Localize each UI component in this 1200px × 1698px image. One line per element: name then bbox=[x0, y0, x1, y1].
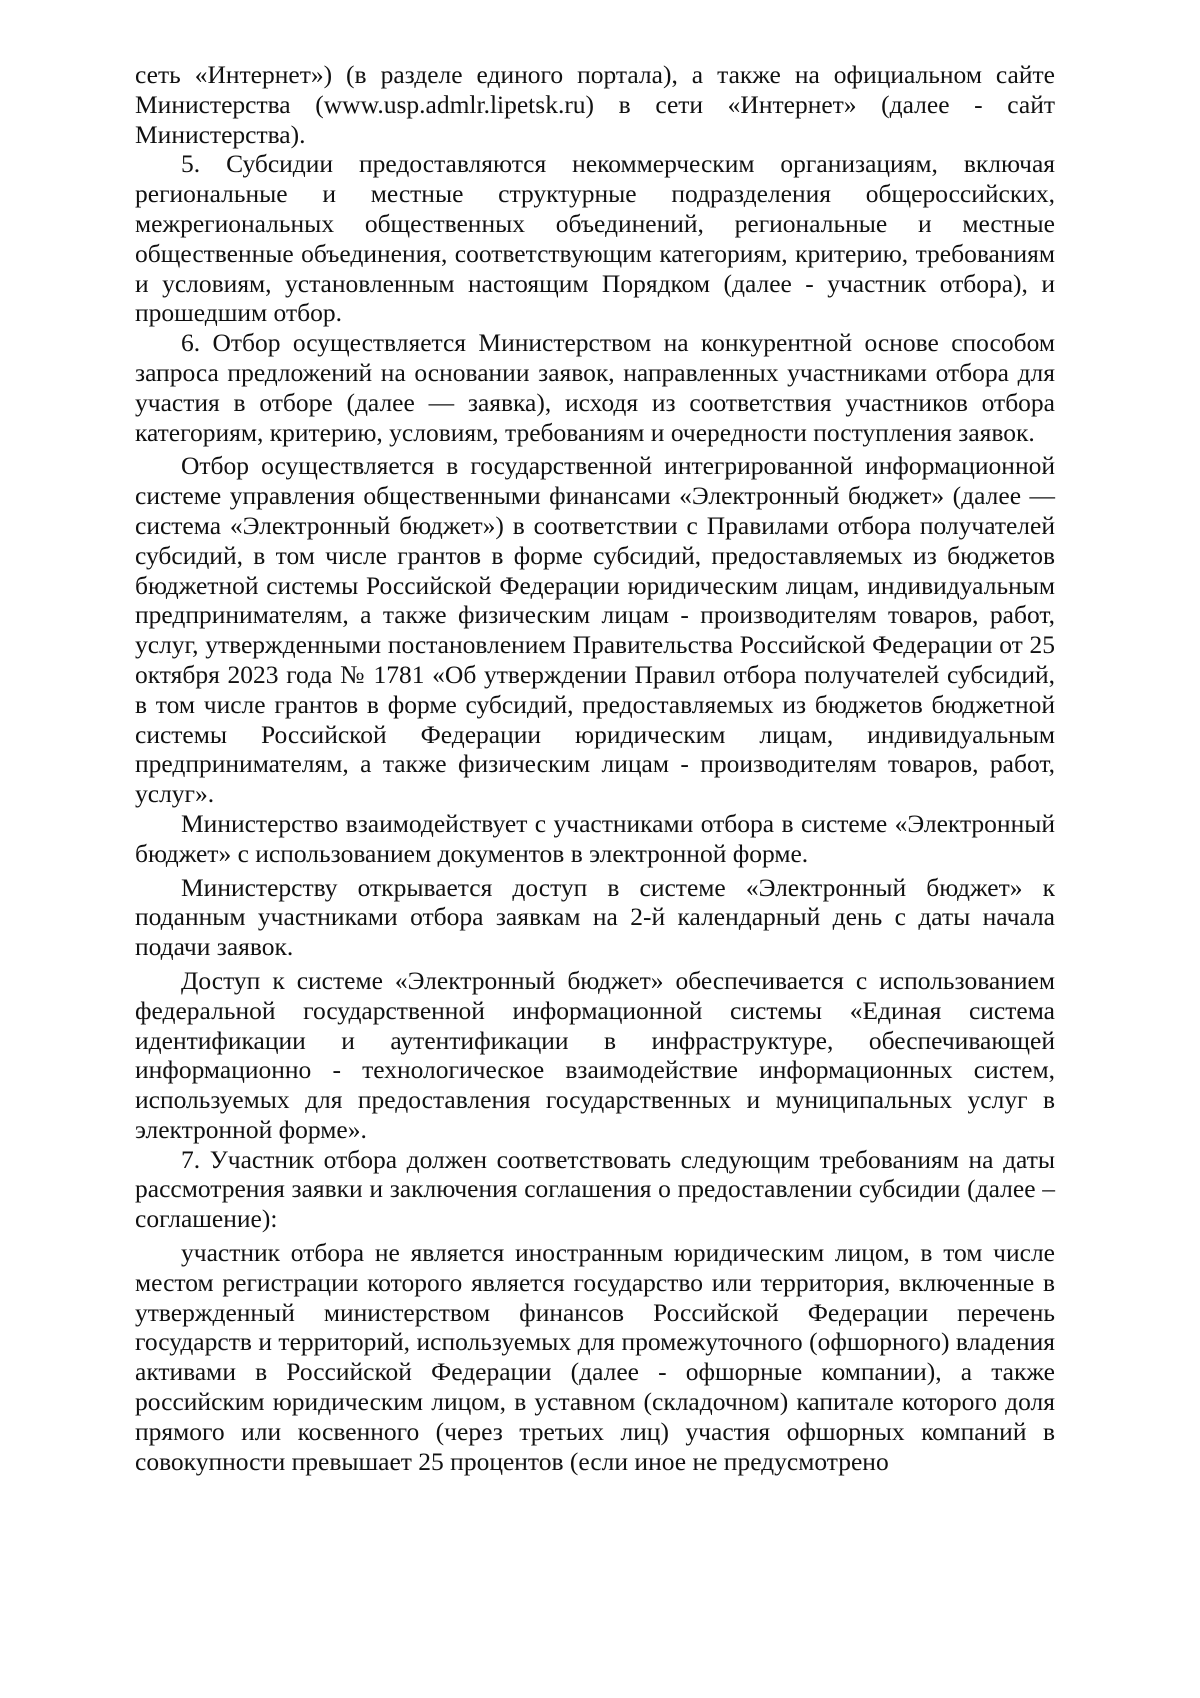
document-body bbox=[135, 60, 1055, 1476]
paragraph-requirement-offshore: участник отбора не является иностранным юридическим лицом, в том числе местом регистрации которого является государство или территория, включенные в утвержденный министерством финансов Российской Федерации перечень государств и территорий, используемых для промежуточного (офшорного) владения активами в Российской Федерации (далее - офшорные компании), а также российским юридическим лицом, в уставном (складочном) капитале которого доля прямого или косвенного (через третьих лиц) участия офшорных компаний в совокупности превышает 25 процентов (если иное не предусмотрено bbox=[135, 1238, 1055, 1476]
paragraph-continuation: сеть «Интернет») (в разделе единого портала), а также на официальном сайте Министерства (www.usp.admlr.lipetsk.ru) в сети «Интернет» (далее - сайт Министерства). bbox=[135, 60, 1055, 149]
paragraph-item-6: 6. Отбор осуществляется Министерством на конкурентной основе способом запроса предложений на основании заявок, направленных участниками отбора для участия в отборе (далее — заявка), исходя из соответствия участников отбора категориям, критерию, условиям, требованиям и очередности поступления заявок. bbox=[135, 328, 1055, 447]
paragraph-system-access: Доступ к системе «Электронный бюджет» обеспечивается с использованием федеральной государственной информационной системы «Единая система идентификации и аутентификации в инфраструктуре, обеспечивающей информационно - технологическое взаимодействие информационных систем, используемых для предоставления государственных и муниципальных услуг в электронной форме». bbox=[135, 965, 1055, 1144]
paragraph-ministry-access: Министерству открывается доступ в системе «Электронный бюджет» к поданным участниками отбора заявкам на 2-й календарный день с даты начала подачи заявок. bbox=[135, 872, 1055, 962]
paragraph-selection-system: Отбор осуществляется в государственной интегрированной информационной системе управления общественными финансами «Электронный бюджет» (далее — система «Электронный бюджет») в соответствии с Правилами отбора получателей субсидий, в том числе грантов в форме субсидий, предоставляемых из бюджетов бюджетной системы Российской Федерации юридическим лицам, индивидуальным предпринимателям, а также физическим лицам - производителям товаров, работ, услуг, утвержденными постановлением Правительства Российской Федерации от 25 октября 2023 года № 1781 «Об утверждении Правил отбора получателей субсидий, в том числе грантов в форме субсидий, предоставляемых из бюджетов бюджетной системы Российской Федерации юридическим лицам, индивидуальным предпринимателям, а также физическим лицам - производителям товаров, работ, услуг». bbox=[135, 451, 1055, 809]
paragraph-item-5: 5. Субсидии предоставляются некоммерческим организациям, включая региональные и местные структурные подразделения общероссийских, межрегиональных общественных объединений, региональные и местные общественные объединения, соответствующим категориям, критерию, требованиям и условиям, установленным настоящим Порядком (далее - участник отбора), и прошедшим отбор. bbox=[135, 149, 1055, 328]
paragraph-ministry-interaction: Министерство взаимодействует с участниками отбора в системе «Электронный бюджет» с использованием документов в электронной форме. bbox=[135, 808, 1055, 868]
paragraph-item-7: 7. Участник отбора должен соответствовать следующим требованиям на даты рассмотрения заявки и заключения соглашения о предоставлении субсидии (далее – соглашение): bbox=[135, 1144, 1055, 1234]
